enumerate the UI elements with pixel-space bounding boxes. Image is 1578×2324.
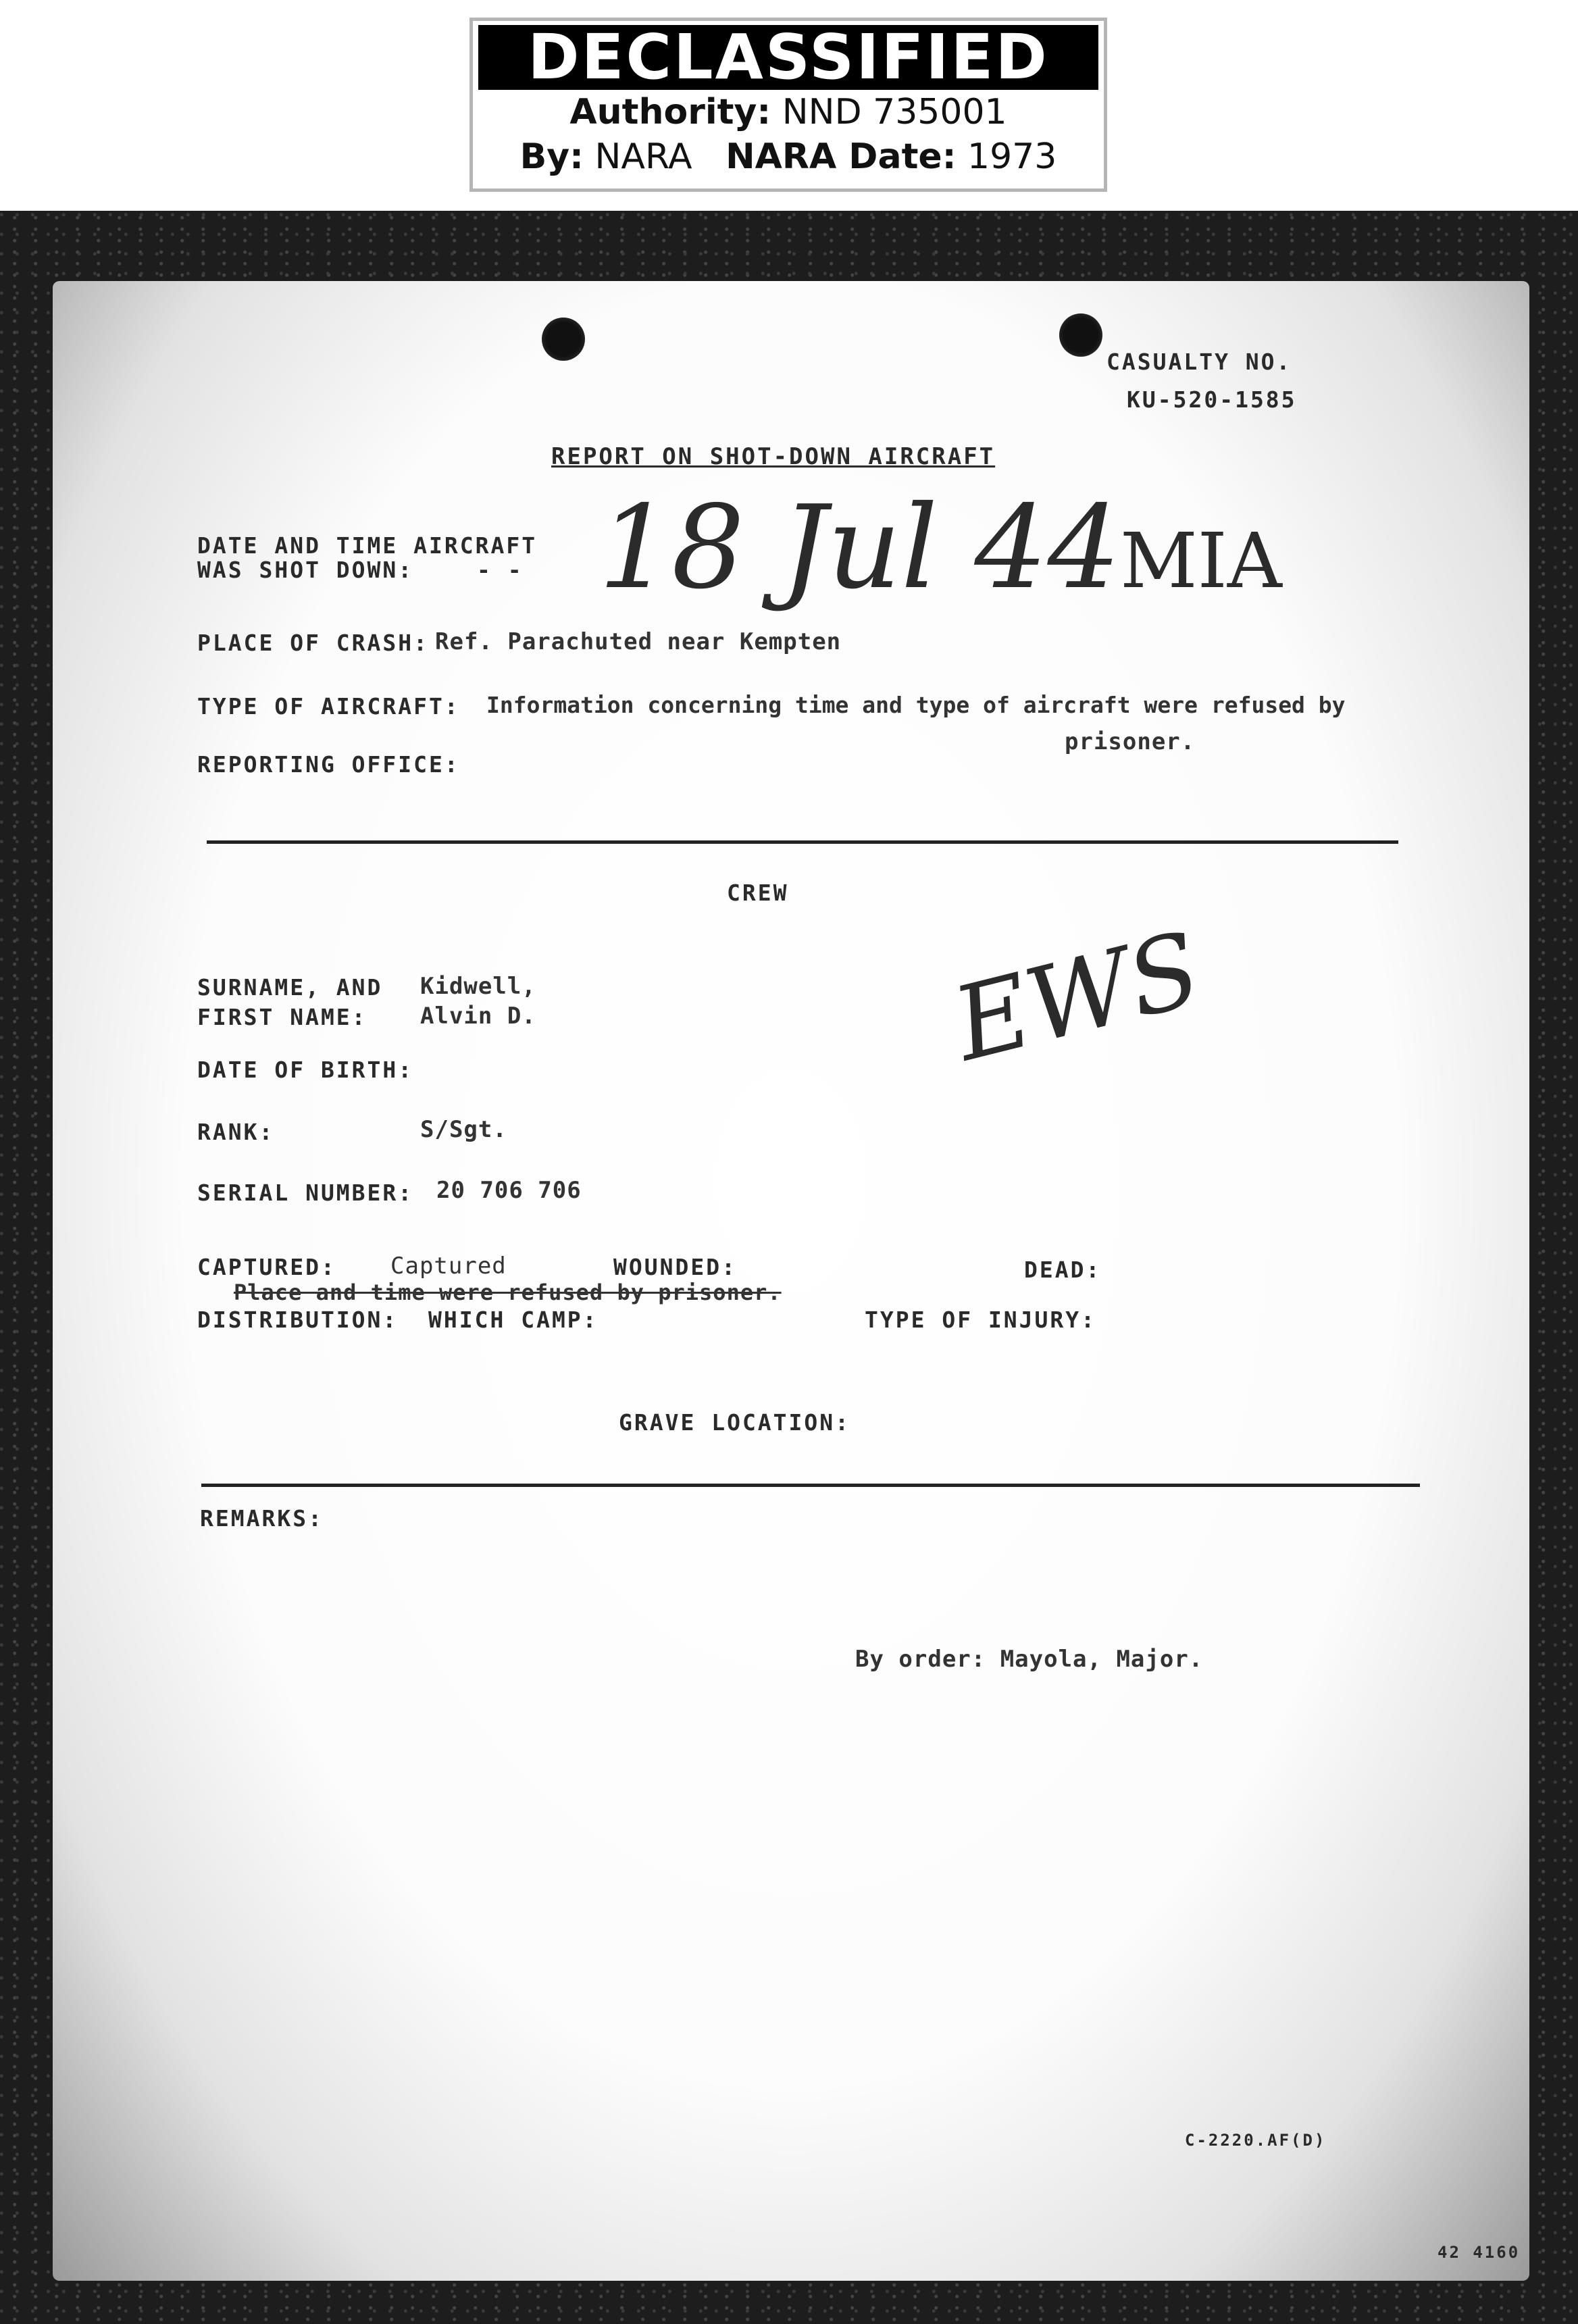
divider-bottom bbox=[201, 1484, 1420, 1487]
declassified-stamp bbox=[469, 18, 1107, 192]
type-value-2: prisoner. bbox=[1065, 728, 1196, 755]
handwritten-date: 18 Jul 44 bbox=[599, 481, 1121, 615]
place-label: PLACE OF CRASH: bbox=[197, 630, 430, 656]
punch-hole-left bbox=[542, 318, 585, 361]
crew-heading: CREW bbox=[727, 880, 789, 906]
serial-number-value: 20 706 706 bbox=[436, 1177, 582, 1204]
type-label: TYPE OF AIRCRAFT: bbox=[197, 693, 460, 719]
dead-label: DEAD: bbox=[1024, 1257, 1102, 1283]
captured-value: Captured bbox=[390, 1253, 507, 1280]
by-label: By: bbox=[519, 136, 584, 177]
divider-top bbox=[207, 840, 1398, 844]
first-name-value: Alvin D. bbox=[420, 1003, 536, 1030]
datetime-label-2: WAS SHOT DOWN: bbox=[197, 557, 414, 583]
type-of-injury-label: TYPE OF INJURY: bbox=[865, 1307, 1097, 1333]
scanned-page bbox=[0, 211, 1578, 2324]
surname-label-2: FIRST NAME: bbox=[197, 1004, 367, 1030]
date-of-birth-label: DATE OF BIRTH: bbox=[197, 1057, 414, 1083]
datetime-label-1: DATE AND TIME AIRCRAFT bbox=[197, 532, 538, 559]
casualty-no-label: CASUALTY NO. bbox=[1106, 349, 1292, 375]
wounded-label: WOUNDED: bbox=[613, 1254, 737, 1280]
authority-label: Authority: bbox=[569, 92, 771, 132]
punch-hole-right bbox=[1059, 313, 1102, 357]
authority-value: NND 735001 bbox=[782, 92, 1007, 132]
handwritten-mia: MIA bbox=[1120, 517, 1282, 605]
type-value: Information concerning time and type of aircraft were refused by bbox=[486, 692, 1346, 718]
handwritten-initials: EWS bbox=[943, 910, 1212, 1084]
struck-through-note: Place and time were refused by prisoner. bbox=[234, 1280, 782, 1305]
nara-date-value: 1973 bbox=[967, 136, 1057, 177]
remarks-label: REMARKS: bbox=[200, 1505, 324, 1532]
captured-label: CAPTURED: bbox=[197, 1254, 336, 1280]
distribution-label: DISTRIBUTION: bbox=[197, 1307, 399, 1333]
signature-line: By order: Mayola, Major. bbox=[855, 1646, 1204, 1673]
serial-number-label: SERIAL NUMBER: bbox=[197, 1180, 414, 1206]
corner-mark: 42 4160 bbox=[1437, 2243, 1521, 2262]
stamp-authority-line bbox=[473, 90, 1104, 134]
datetime-dash: - - bbox=[477, 557, 524, 583]
stamp-by-line bbox=[473, 134, 1104, 179]
rank-label: RANK: bbox=[197, 1119, 275, 1145]
document-paper bbox=[53, 281, 1529, 2281]
nara-date-label: NARA Date: bbox=[726, 136, 957, 177]
form-number: C-2220.AF(D) bbox=[1185, 2131, 1327, 2150]
casualty-no-value: KU-520-1585 bbox=[1127, 386, 1297, 413]
which-camp-label: WHICH CAMP: bbox=[428, 1307, 599, 1333]
rank-value: S/Sgt. bbox=[420, 1116, 507, 1143]
stamp-title: DECLASSIFIED bbox=[478, 25, 1098, 90]
document-title: REPORT ON SHOT-DOWN AIRCRAFT bbox=[551, 443, 996, 470]
reporting-office-label: REPORTING OFFICE: bbox=[197, 751, 460, 778]
place-value: Ref. Parachuted near Kempten bbox=[435, 628, 842, 655]
grave-location-label: GRAVE LOCATION: bbox=[619, 1409, 851, 1436]
by-value: NARA bbox=[594, 136, 692, 177]
surname-value: Kidwell, bbox=[420, 973, 536, 1000]
surname-label-1: SURNAME, AND bbox=[197, 974, 383, 1001]
